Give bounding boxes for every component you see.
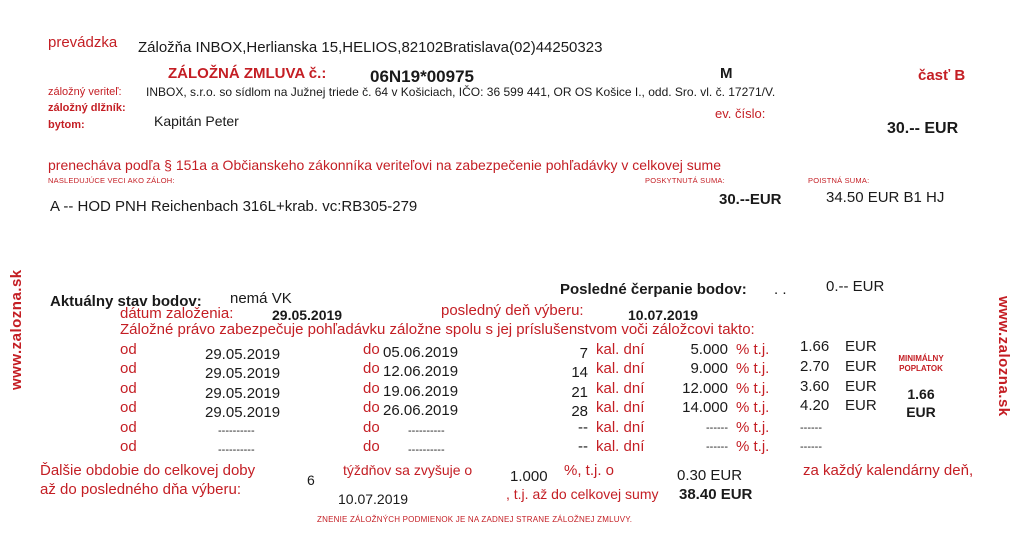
days: -- bbox=[578, 419, 588, 436]
days-unit: kal. dní bbox=[596, 341, 645, 358]
amount: ------ bbox=[800, 441, 822, 453]
do-label: do bbox=[363, 360, 380, 377]
current-points-value: nemá VK bbox=[230, 290, 292, 307]
part-label: časť B bbox=[918, 67, 966, 84]
do-label: do bbox=[363, 399, 380, 416]
rate: ------ bbox=[706, 441, 728, 453]
per-day: za každý kalendárny deň, bbox=[803, 462, 974, 479]
to-date: 05.06.2019 bbox=[383, 344, 459, 361]
label-debtor: záložný dlžník: bbox=[48, 102, 126, 114]
amount: ------ bbox=[800, 422, 822, 434]
days-unit: kal. dní bbox=[596, 399, 645, 416]
currency: EUR bbox=[845, 378, 877, 395]
contract-title: ZÁLOŽNÁ ZMLUVA č.: bbox=[168, 65, 327, 82]
do-label: do bbox=[363, 341, 380, 358]
rate: ------ bbox=[706, 422, 728, 434]
notice-text: ZNENIE ZÁLOŽNÝCH PODMIENOK JE NA ZADNEJ STRANE ZÁLOŽNEJ ZMLUVY. bbox=[317, 515, 633, 524]
schedule-row bbox=[0, 419, 1024, 439]
od-label: od bbox=[120, 360, 137, 377]
od-label: od bbox=[120, 341, 137, 358]
from-date: 29.05.2019 bbox=[205, 404, 281, 421]
creditor-value: INBOX, s.r.o. so sídlom na Južnej triede č. 64 v Košiciach, IČO: 36 599 441, OR OS Košice I., odd. Sro. vl. č. 17271/V. bbox=[146, 85, 776, 99]
insured-amount: 34.50 EUR B1 HJ bbox=[826, 189, 945, 206]
min-fee-currency: EUR bbox=[906, 404, 936, 420]
label-insured: POISTNÁ SUMA: bbox=[808, 176, 870, 185]
days-unit: kal. dní bbox=[596, 380, 645, 397]
to-date: ---------- bbox=[408, 444, 445, 456]
currency: EUR bbox=[845, 338, 877, 355]
pct-label: % t.j. bbox=[736, 380, 770, 397]
to-date: 26.06.2019 bbox=[383, 402, 459, 419]
to-date: 19.06.2019 bbox=[383, 383, 459, 400]
pct-text: %, t.j. o bbox=[564, 462, 615, 479]
rate: 12.000 bbox=[682, 380, 728, 397]
next-period-label: Ďalšie obdobie do celkovej doby bbox=[40, 462, 256, 479]
pct-label: % t.j. bbox=[736, 438, 770, 455]
label-prevadzka: prevádzka bbox=[48, 34, 118, 51]
currency: EUR bbox=[845, 397, 877, 414]
days-unit: kal. dní bbox=[596, 438, 645, 455]
days: 7 bbox=[579, 345, 588, 362]
schedule-row bbox=[0, 438, 1024, 458]
label-last-draw: Posledné čerpanie bodov: bbox=[560, 281, 747, 298]
do-label: do bbox=[363, 419, 380, 436]
terms-intro: prenecháva podľa § 151a a Občianskeho zákonníka veriteľovi na zabezpečenie pohľadávky v celkovej sume bbox=[48, 157, 722, 173]
schedule-row bbox=[0, 399, 1024, 419]
pct-label: % t.j. bbox=[736, 419, 770, 436]
contract-number: 06N19*00975 bbox=[370, 67, 474, 86]
rate: 14.000 bbox=[682, 399, 728, 416]
pct-label: % t.j. bbox=[736, 341, 770, 358]
security-text: Záložné právo zabezpečuje pohľadávku záložne spolu s jej príslušenstvom voči záložcovi takto: bbox=[120, 321, 755, 338]
side-website-left: www.zalozna.sk bbox=[8, 269, 25, 390]
label-provided: POSKYTNUTÁ SUMA: bbox=[645, 176, 725, 185]
increase-value: 1.000 bbox=[510, 468, 548, 485]
schedule-row bbox=[0, 360, 1024, 380]
label-items: NASLEDUJÚCE VECI AKO ZÁLOH: bbox=[48, 176, 175, 185]
pct-label: % t.j. bbox=[736, 360, 770, 377]
rate: 9.000 bbox=[690, 360, 728, 377]
from-date: 29.05.2019 bbox=[205, 365, 281, 382]
do-label: do bbox=[363, 380, 380, 397]
amount: 3.60 bbox=[800, 378, 830, 395]
days-unit: kal. dní bbox=[596, 419, 645, 436]
weeks: 6 bbox=[307, 472, 315, 488]
to-total-text: , t.j. až do celkovej sumy bbox=[506, 486, 659, 502]
item-line: A -- HOD PNH Reichenbach 316L+krab. vc:RB305-279 bbox=[50, 198, 418, 215]
label-residence: bytom: bbox=[48, 119, 85, 131]
prevadzka-value: Záložňa INBOX,Herlianska 15,HELIOS,82102Bratislava(02)44250323 bbox=[138, 39, 603, 56]
last-draw-value: 0.-- EUR bbox=[826, 278, 885, 295]
rate: 5.000 bbox=[690, 341, 728, 358]
from-date: 29.05.2019 bbox=[205, 346, 281, 363]
amount: 2.70 bbox=[800, 358, 830, 375]
od-label: od bbox=[120, 419, 137, 436]
pct-label: % t.j. bbox=[736, 399, 770, 416]
until-label: až do posledného dňa výberu: bbox=[40, 481, 241, 498]
amount: 1.66 bbox=[800, 338, 830, 355]
from-date: ---------- bbox=[218, 425, 255, 437]
from-date: 29.05.2019 bbox=[205, 385, 281, 402]
amount: 4.20 bbox=[800, 397, 830, 414]
from-date: ---------- bbox=[218, 444, 255, 456]
weeks-text: týždňov sa zvyšuje o bbox=[343, 462, 473, 478]
total-amount: 30.-- EUR bbox=[887, 120, 959, 137]
final-date: 10.07.2019 bbox=[338, 491, 409, 507]
date-founded: 29.05.2019 bbox=[272, 307, 343, 323]
do-label: do bbox=[363, 438, 380, 455]
od-label: od bbox=[120, 438, 137, 455]
days: 28 bbox=[571, 403, 588, 420]
od-label: od bbox=[120, 399, 137, 416]
provided-amount: 30.--EUR bbox=[719, 191, 782, 208]
label-current-points: Aktuálny stav bodov: bbox=[50, 293, 202, 310]
days: 21 bbox=[571, 384, 588, 401]
to-date: ---------- bbox=[408, 425, 445, 437]
days: -- bbox=[578, 438, 588, 455]
total-sum: 38.40 EUR bbox=[679, 486, 753, 503]
min-fee-label: MINIMÁLNY POPLATOK bbox=[898, 354, 944, 373]
letter-m: M bbox=[720, 65, 733, 82]
days: 14 bbox=[571, 364, 588, 381]
label-last-day: posledný deň výberu: bbox=[441, 302, 584, 319]
currency: EUR bbox=[845, 358, 877, 375]
od-label: od bbox=[120, 380, 137, 397]
days-unit: kal. dní bbox=[596, 360, 645, 377]
label-ev-number: ev. číslo: bbox=[715, 106, 766, 121]
last-draw-dots: . . bbox=[774, 281, 787, 298]
label-creditor: záložný veriteľ: bbox=[48, 86, 122, 98]
min-fee-value: 1.66 bbox=[907, 386, 935, 402]
label-date-founded: dátum založenia: bbox=[120, 305, 234, 322]
debtor-value: Kapitán Peter bbox=[154, 113, 239, 129]
to-date: 12.06.2019 bbox=[383, 363, 459, 380]
side-website-right: www.zalozna.sk bbox=[995, 296, 1012, 417]
increase-amount: 0.30 EUR bbox=[677, 467, 743, 484]
last-day: 10.07.2019 bbox=[628, 307, 699, 323]
